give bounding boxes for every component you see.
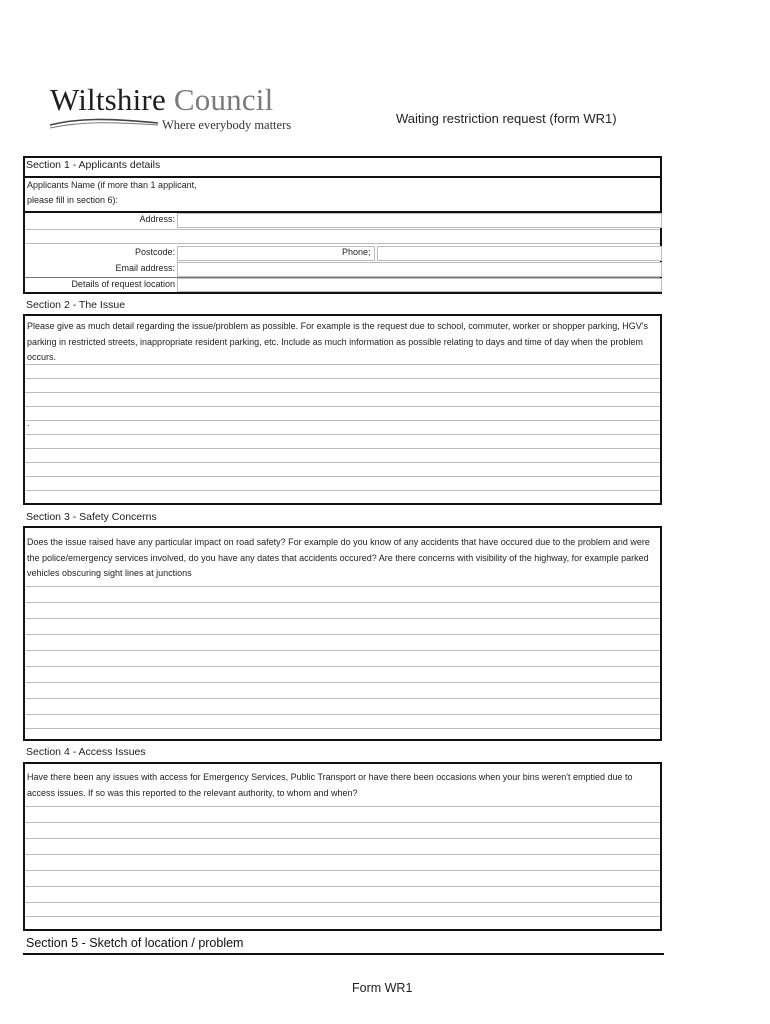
- section3-line: [25, 634, 660, 635]
- section3-box: [23, 526, 662, 741]
- section2-line: [25, 378, 660, 379]
- section4-line: [25, 838, 660, 839]
- section3-line: [25, 714, 660, 715]
- section4-description: Have there been any issues with access for Emergency Services, Public Transport or have there been occasions when your bins weren't emptied due to access issues. If so was this reported to the relevant authority, to whom and when?: [27, 772, 633, 798]
- section2-stray-mark: .: [27, 418, 30, 428]
- email-field[interactable]: [177, 262, 662, 277]
- section4-line: [25, 886, 660, 887]
- logo-wordmark: [50, 82, 273, 118]
- section2-line: [25, 364, 660, 365]
- applicant-name-label-line1: Applicants Name (if more than 1 applicant,: [27, 180, 197, 190]
- section4-title: Section 4 - Access Issues: [26, 746, 146, 758]
- logo-tagline: Where everybody matters: [162, 118, 292, 132]
- section2-line: [25, 434, 660, 435]
- section3-line: [25, 602, 660, 603]
- section4-box: [23, 762, 662, 931]
- address-line-2: [25, 229, 660, 230]
- section1-title: Section 1 - Applicants details: [26, 159, 161, 171]
- section1-box: [23, 156, 662, 294]
- section4-line: [25, 822, 660, 823]
- address-line-3: [25, 243, 660, 244]
- section2-line: [25, 448, 660, 449]
- section4-line: [25, 854, 660, 855]
- section1-title-divider: [25, 176, 660, 178]
- section3-description: Does the issue raised have any particular impact on road safety? For example do you know of any accidents that have occured due to the problem and were the police/emergency services involved, do you have any dates that accidents occured? Are there concerns with visibility of the highway, for example parked vehicles obscuring sight lines at junctions: [27, 537, 650, 578]
- section2-description: Please give as much detail regarding the issue/problem as possible. For example is the request due to school, commuter, worker or shopper parking, HGV's parking in restricted streets, inappropriate resident parking, etc. Include as much information as possible relating to days and time of day when the problem occurs.: [27, 321, 649, 362]
- phone-field[interactable]: [377, 246, 662, 261]
- section4-line: [25, 806, 660, 807]
- logo-word-council: Council: [173, 82, 274, 117]
- section2-line: [25, 476, 660, 477]
- section3-line: [25, 650, 660, 651]
- section3-line: [25, 586, 660, 587]
- section2-line: [25, 420, 660, 421]
- phone-label: Phone;: [342, 247, 371, 257]
- section2-line: [25, 392, 660, 393]
- request-location-field[interactable]: [177, 278, 662, 292]
- section2-line: [25, 406, 660, 407]
- logo-swoosh-icon: [48, 116, 160, 130]
- section2-line: [25, 490, 660, 491]
- address-label: Address:: [139, 214, 175, 224]
- logo-word-wiltshire: Wiltshire: [50, 82, 166, 117]
- section3-line: [25, 698, 660, 699]
- section4-line: [25, 916, 660, 917]
- section5-title: Section 5 - Sketch of location / problem: [26, 936, 244, 950]
- applicant-name-label-line2: please fill in section 6):: [27, 195, 119, 205]
- wiltshire-council-logo: [48, 82, 308, 132]
- postcode-label: Postcode:: [134, 247, 175, 257]
- section4-line: [25, 902, 660, 903]
- section3-line: [25, 682, 660, 683]
- section5-rule: [23, 953, 664, 955]
- address-field[interactable]: [177, 213, 662, 228]
- section3-title: Section 3 - Safety Concerns: [26, 511, 157, 523]
- request-location-label: Details of request location: [71, 279, 175, 289]
- footer-form-id: Form WR1: [352, 981, 413, 995]
- section3-line: [25, 666, 660, 667]
- section3-line: [25, 728, 660, 729]
- section3-line: [25, 618, 660, 619]
- section2-title: Section 2 - The Issue: [26, 299, 126, 311]
- section4-line: [25, 870, 660, 871]
- section2-box: [23, 314, 662, 505]
- email-label: Email address:: [115, 263, 175, 273]
- form-title: Waiting restriction request (form WR1): [396, 111, 617, 126]
- section2-line: [25, 462, 660, 463]
